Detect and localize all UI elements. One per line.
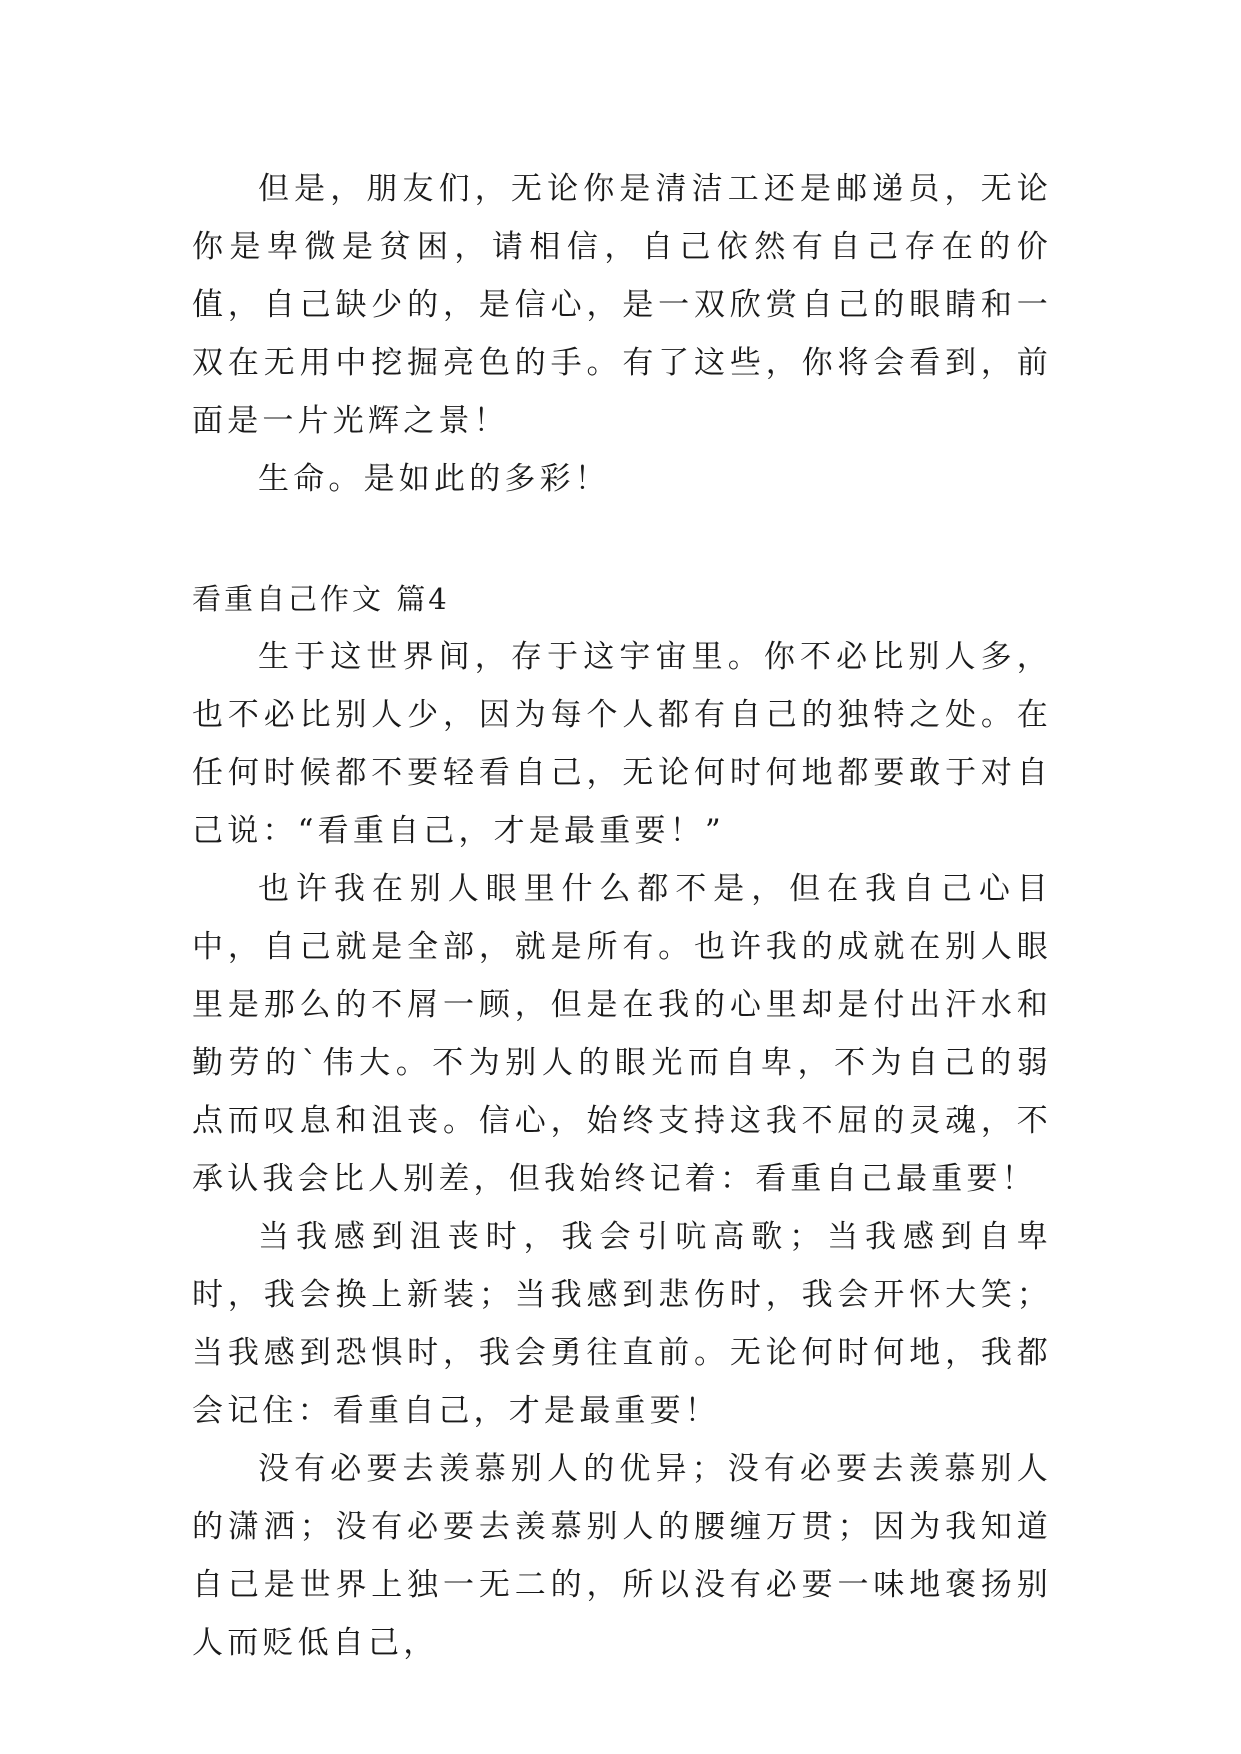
paragraph-no-envy: 没有必要去羡慕别人的优异；没有必要去羡慕别人的潇洒；没有必要去羡慕别人的腰缠万贯；因为我知道自己是世界上独一无二的，所以没有必要一味地褒扬别人而贬低自己，	[192, 1451, 1052, 1661]
paragraph-world: 生于这世界间，存于这宇宙里。你不必比别人多，也不必比别人少，因为每个人都有自己的独特之处。在任何时候都不要轻看自己，无论何时何地都要敢于对自己说：“看重自己，才是最重要！”	[192, 639, 1052, 849]
paragraph-friends: 但是，朋友们，无论你是清洁工还是邮递员，无论你是卑微是贫困，请相信，自己依然有自己存在的价值，自己缺少的，是信心，是一双欣赏自己的眼睛和一双在无用中挖掘亮色的手。有了这些，你将会看到，前面是一片光辉之景！	[192, 171, 1052, 439]
paragraph-life-colorful: 生命。是如此的多彩！	[258, 461, 610, 497]
paragraph-when-sad: 当我感到沮丧时，我会引吭高歌；当我感到自卑时，我会换上新装；当我感到悲伤时，我会开怀大笑；当我感到恐惧时，我会勇往直前。无论何时何地，我都会记住：看重自己，才是最重要！	[192, 1219, 1052, 1429]
section-heading: 看重自己作文 篇4	[192, 582, 450, 616]
paragraph-others-eyes: 也许我在别人眼里什么都不是，但在我自己心目中，自己就是全部，就是所有。也许我的成就在别人眼里是那么的不屑一顾，但是在我的心里却是付出汗水和勤劳的`伟大。不为别人的眼光而自卑，不为自己的弱点而叹息和沮丧。信心，始终支持这我不屈的灵魂，不承认我会比人别差，但我始终记着：看重自己最重要！	[192, 871, 1052, 1197]
document-page	[192, 160, 1052, 1672]
